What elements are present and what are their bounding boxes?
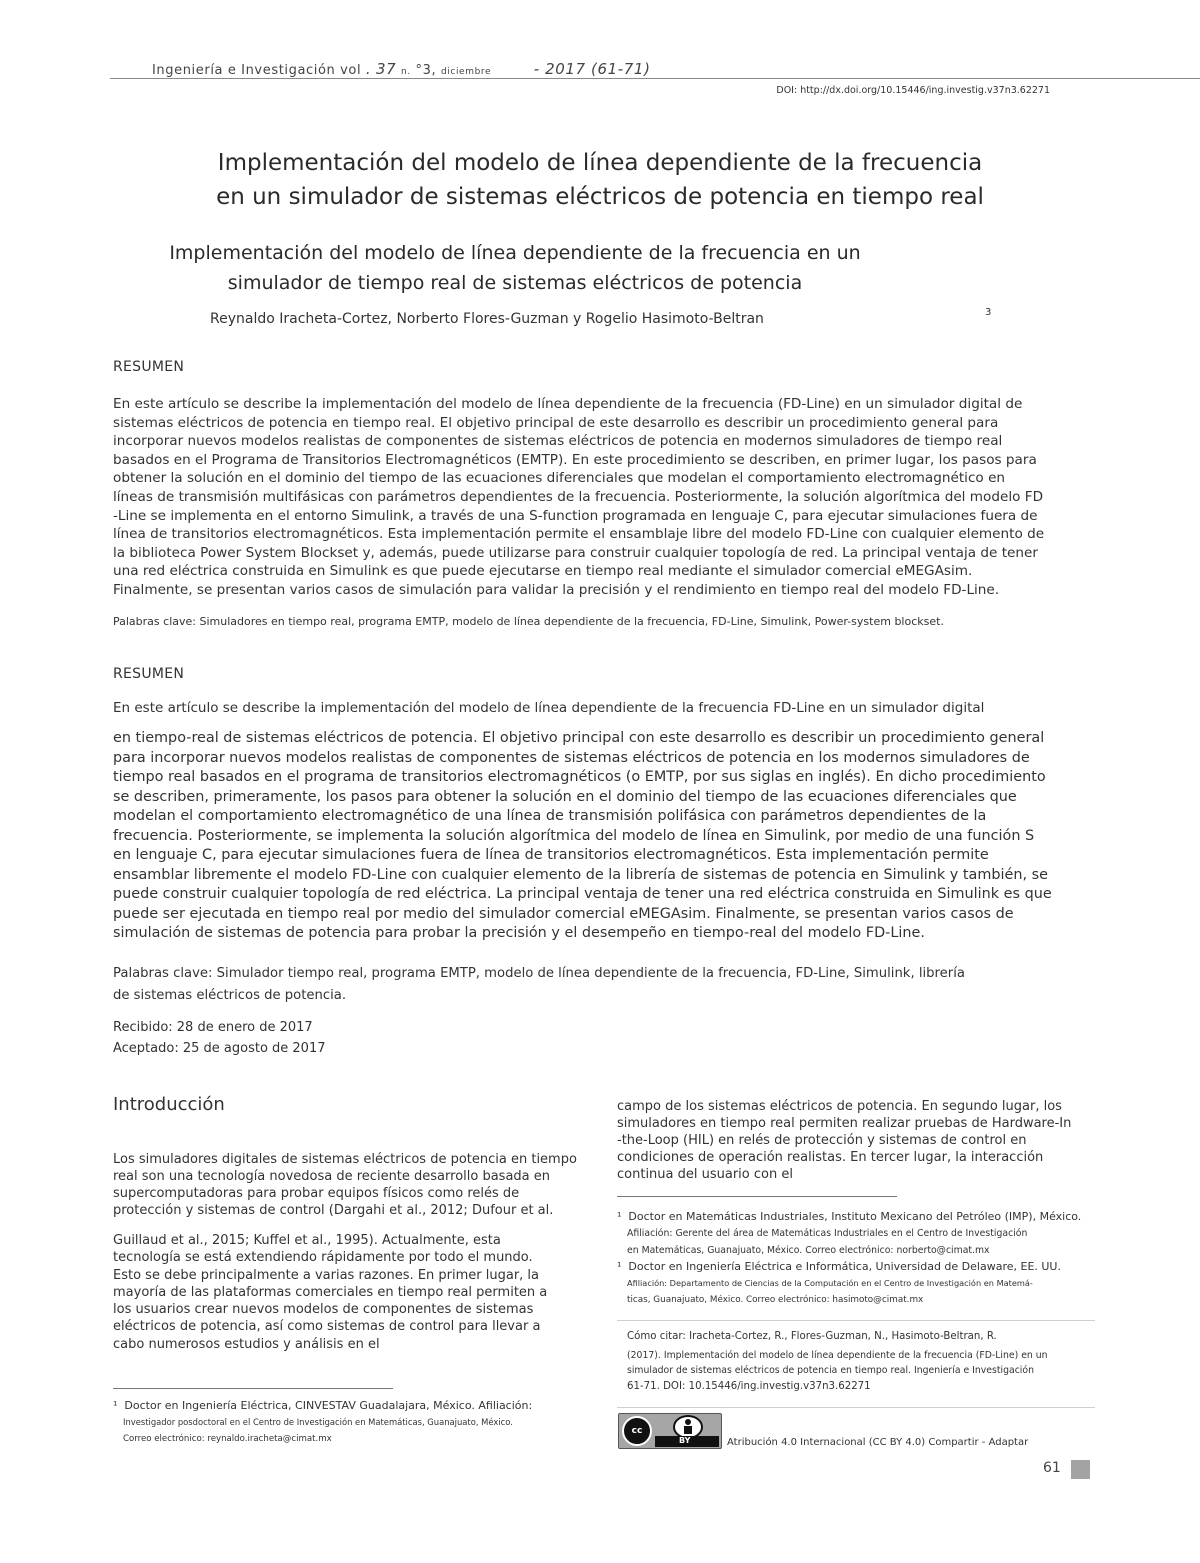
abstract-line: línea de transitorios electromagnéticos. Esta implementación permite el ensamblaje libre del modelo FD-Line con cualquier elemento de [113, 526, 1045, 543]
abstract-line: Finalmente, se presentan varios casos de simulación para validar la precisión y el rendimiento en tiempo real del modelo FD-Line. [113, 581, 1000, 598]
abstract-heading-2: RESUMEN [113, 666, 185, 682]
keywords: Palabras clave: Simuladores en tiempo real, programa EMTP, modelo de línea dependiente de la frecuencia, FD-Line, Simulink, Power-system blockset. [113, 615, 944, 628]
article-title [100, 146, 1100, 214]
intro-line: -the-Loop (HIL) en relés de protección y sistemas de control en [617, 1133, 1027, 1148]
footnote-line: Doctor en Ingeniería Eléctrica, CINVESTAV Guadalajara, México. Afiliación: [124, 1399, 533, 1412]
header-rule [110, 78, 1200, 79]
footnote-marker: ¹ [617, 1260, 622, 1273]
abstract-line: una red eléctrica construida en Simulink es que puede ejecutarse en tiempo real mediante el simulador comercial eMEGAsim. [113, 563, 973, 580]
abstract-heading: RESUMEN [113, 359, 185, 375]
footnote-line: Investigador posdoctoral en el Centro de Investigación en Matemáticas, Guanajuato, México. [123, 1417, 513, 1427]
keywords-2 [113, 963, 1013, 1007]
citation-line: Cómo citar: Iracheta-Cortez, R., Flores-Guzman, N., Hasimoto-Beltran, R. [627, 1331, 997, 1342]
intro-line: Esto se debe principalmente a varias razones. En primer lugar, la [113, 1267, 540, 1283]
article-title-line1: Implementación del modelo de línea dependiente de la frecuencia [217, 150, 983, 176]
intro-line: supercomputadoras para probar equipos físicos como relés de [113, 1186, 520, 1201]
footnote-author1 [113, 1397, 593, 1448]
footnote-marker: ¹ [617, 1210, 622, 1223]
abstract2-line: se describen, primeramente, los pasos para obtener la solución en el dominio del tiempo de las ecuaciones diferenciales que [113, 788, 1017, 805]
received-date: Recibido: 28 de enero de 2017 [113, 1020, 313, 1035]
intro-left-block1 [113, 1151, 593, 1219]
abstract-line: incorporar nuevos modelos realistas de componentes de sistemas eléctricos de potencia en modernos simuladores de tiempo real [113, 433, 1003, 450]
article-title-line2: en un simulador de sistemas eléctricos de potencia en tiempo real [216, 184, 984, 210]
abstract2-first-line: En este artículo se describe la implementación del modelo de línea dependiente de la frecuencia FD-Line en un simulador digital [113, 700, 985, 716]
section-heading-introduction: Introducción [113, 1094, 225, 1115]
footnote-line: Doctor en Ingeniería Eléctrica e Informática, Universidad de Delaware, EE. UU. [628, 1260, 1061, 1273]
intro-line: Los simuladores digitales de sistemas eléctricos de potencia en tiempo [113, 1152, 577, 1167]
abstract-body [113, 395, 1093, 600]
intro-line: Guillaud et al., 2015; Kuffel et al., 1995). Actualmente, esta [113, 1233, 501, 1248]
footnote-line: Afiliación: Departamento de Ciencias de la Computación en el Centro de Investigación en Matemá- [627, 1278, 1033, 1288]
footnote-line: en Matemáticas, Guanajuato, México. Correo electrónico: norberto@cimat.mx [627, 1245, 990, 1256]
abstract2-line: puede construir cualquier topología de red eléctrica. La principal ventaja de tener una red eléctrica construida en Simulink es que [113, 886, 1052, 902]
citation-text [617, 1321, 1095, 1396]
article-title-alt [100, 238, 930, 298]
intro-line: protección y sistemas de control (Dargahi et al., 2012; Dufour et al. [113, 1203, 554, 1218]
footnote-line: Correo electrónico: reynaldo.iracheta@cimat.mx [123, 1434, 332, 1444]
abstract2-line: tiempo real basados en el programa de transitorios electromagnéticos (o EMTP, por sus siglas en inglés). En dicho procedimiento [113, 769, 1046, 785]
abstract2-line: frecuencia. Posteriormente, se implementa la solución algorítmica del modelo de línea en Simulink, por medio de una función S [113, 827, 1035, 844]
page-number: 61 [1043, 1460, 1061, 1476]
abstract-line: -Line se implementa en el entorno Simulink, a través de una S-function programada en lenguaje C, para ejecutar simulaciones fuera de [113, 507, 1038, 524]
footnote-author3 [617, 1258, 1097, 1309]
abstract-line: la biblioteca Power System Blockset y, además, puede utilizarse para construir cualquier topología de red. La principal ventaja de tener [113, 544, 1038, 561]
intro-right-block [617, 1098, 1095, 1183]
cc-icon: cc [622, 1416, 652, 1446]
footnote-line: ticas, Guanajuato, México. Correo electrónico: hasimoto@cimat.mx [627, 1295, 924, 1305]
article-title-alt-line1: Implementación del modelo de línea dependiente de la frecuencia en un [169, 242, 861, 264]
cc-by-license-badge[interactable] [618, 1413, 722, 1449]
page-marker-square [1071, 1460, 1090, 1479]
intro-line: simuladores en tiempo real permiten realizar pruebas de Hardware-In [617, 1116, 1072, 1131]
citation-box [617, 1320, 1095, 1408]
keywords-2-line2: de sistemas eléctricos de potencia. [113, 988, 347, 1003]
intro-line: continua del usuario con el [617, 1167, 793, 1182]
footnote-marker: ¹ [113, 1399, 118, 1412]
intro-line: mayoría de las plataformas comerciales en tiempo real permiten a [113, 1284, 548, 1300]
intro-line: tecnología se está extendiendo rápidamente por todo el mundo. [113, 1250, 533, 1266]
footnote-line: Afiliación: Gerente del área de Matemáticas Industriales en el Centro de Investigación [627, 1228, 1028, 1239]
citation-line: (2017). Implementación del modelo de línea dependiente de la frecuencia (FD-Line) en un [627, 1350, 1048, 1361]
license-text[interactable]: Atribución 4.0 Internacional (CC BY 4.0) Compartir - Adaptar [727, 1437, 1029, 1448]
doi-link[interactable]: DOI: http://dx.doi.org/10.15446/ing.investig.v37n3.62271 [776, 85, 1050, 96]
by-label: BY [679, 1436, 691, 1445]
abstract2-line: en tiempo-real de sistemas eléctricos de potencia. El objetivo principal con este desarrollo es describir un procedimiento general [113, 730, 1045, 746]
article-title-alt-line2: simulador de tiempo real de sistemas eléctricos de potencia [227, 272, 803, 294]
footnote-author2 [617, 1208, 1097, 1259]
abstract2-line: simulación de sistemas de potencia para probar la precisión y el desempeño en tiempo-real del modelo FD-Line. [113, 925, 925, 941]
intro-line: los usuarios crear nuevos modelos de componentes de sistemas [113, 1302, 534, 1318]
intro-line: campo de los sistemas eléctricos de potencia. En segundo lugar, los [617, 1099, 1062, 1114]
abstract2-line: modelan el comportamiento electromagnético de una línea de transmisión polifásica con parámetros dependientes de la [113, 808, 987, 824]
abstract-line: líneas de transmisión multifásicas con parámetros dependientes de la frecuencia. Posteriormente, la solución algorítmica del modelo FD [113, 488, 1044, 505]
dates-block [113, 1017, 326, 1059]
citation-line: 61-71. DOI: 10.15446/ing.investig.v37n3.62271 [627, 1381, 871, 1392]
journal-citation: Ingeniería e Investigación vol . 37 n. °3, diciembre - 2017 (61-71) [152, 60, 651, 78]
abstract2-body [113, 729, 1098, 944]
abstract-line: obtener la solución en el dominio del tiempo de las ecuaciones diferenciales que modelan el comportamiento electromagnético en [113, 470, 1006, 487]
by-strip [655, 1436, 719, 1447]
intro-line: real son una tecnología novedosa de reciente desarrollo basada en [113, 1169, 551, 1184]
abstract2-line: puede ser ejecutada en tiempo real por medio del simulador comercial eMEGAsim. Finalmente, se presentan varios casos de [113, 905, 1014, 922]
author-superscript: 3 [985, 307, 992, 318]
keywords-2-line1: Palabras clave: Simulador tiempo real, programa EMTP, modelo de línea dependiente de la frecuencia, FD-Line, Simulink, librería [113, 966, 965, 981]
abstract-line: En este artículo se describe la implementación del modelo de línea dependiente de la frecuencia (FD-Line) en un simulador digital de [113, 396, 1023, 412]
intro-line: condiciones de operación realistas. En tercer lugar, la interacción [617, 1150, 1044, 1165]
abstract-line: basados en el Programa de Transitorios Electromagnéticos (EMTP). En este procedimiento se describen, en primer lugar, los pasos para [113, 451, 1037, 468]
intro-line: cabo numerosos estudios y análisis en el [113, 1336, 380, 1352]
citation-line: simulador de sistemas eléctricos de potencia en tiempo real. Ingeniería e Investigación [627, 1365, 1034, 1376]
intro-line: eléctricos de potencia, así como sistemas de control para llevar a [113, 1319, 541, 1335]
intro-left-block2 [113, 1232, 593, 1353]
footnote-rule-right [617, 1196, 897, 1197]
accepted-date: Aceptado: 25 de agosto de 2017 [113, 1041, 326, 1056]
abstract2-line: ensamblar libremente el modelo FD-Line con cualquier elemento de la librería de sistemas de potencia en Simulink y también, se [113, 866, 1048, 883]
abstract2-line: para incorporar nuevos modelos realistas de componentes de sistemas eléctricos de potencia en los modernos simuladores de [113, 749, 1030, 766]
abstract-line: sistemas eléctricos de potencia en tiempo real. El objetivo principal de este desarrollo es describir un procedimiento general para [113, 414, 999, 431]
abstract2-line: en lenguaje C, para ejecutar simulaciones fuera de línea de transitorios electromagnéticos. Esta implementación permite [113, 847, 989, 863]
footnote-line: Doctor en Matemáticas Industriales, Instituto Mexicano del Petróleo (IMP), México. [628, 1210, 1082, 1223]
author-list: Reynaldo Iracheta-Cortez, Norberto Flores-Guzman y Rogelio Hasimoto-Beltran [210, 311, 764, 327]
footnote-rule-left [113, 1388, 393, 1389]
